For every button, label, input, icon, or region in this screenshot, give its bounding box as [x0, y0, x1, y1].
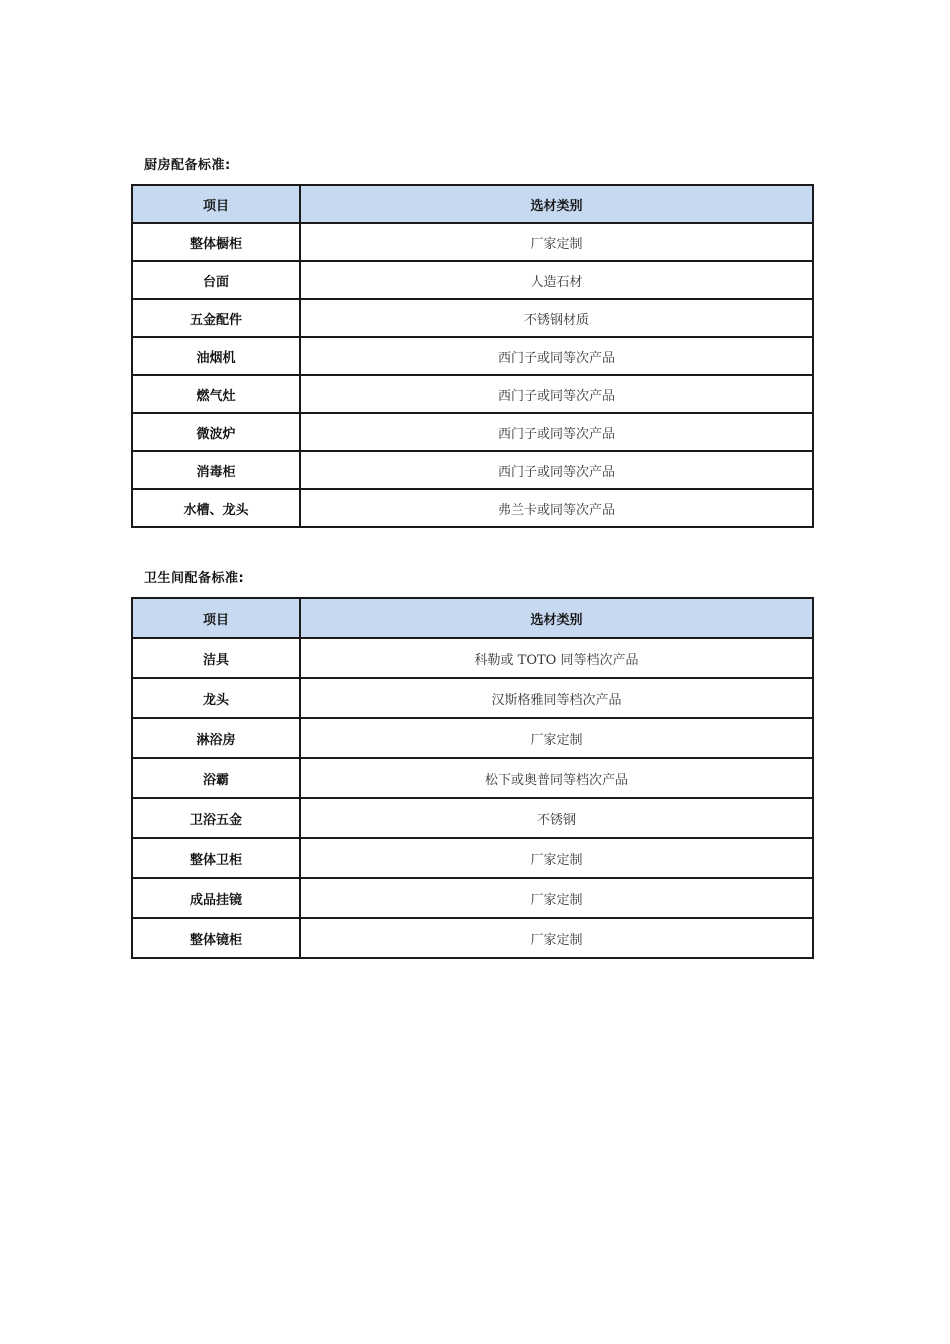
- item-cell: 水槽、龙头: [132, 489, 300, 527]
- item-cell: 油烟机: [132, 337, 300, 375]
- material-cell: 西门子或同等次产品: [300, 413, 813, 451]
- item-cell: 淋浴房: [132, 718, 300, 758]
- material-cell: 西门子或同等次产品: [300, 337, 813, 375]
- material-cell: 汉斯格雅同等档次产品: [300, 678, 813, 718]
- kitchen-spec-table: [131, 184, 814, 528]
- table-row: [132, 337, 813, 375]
- table-row: [132, 638, 813, 678]
- table-row: [132, 299, 813, 337]
- column-header-item: 项目: [132, 598, 300, 638]
- material-cell: 弗兰卡或同等次产品: [300, 489, 813, 527]
- bathroom-spec-table: [131, 597, 814, 959]
- table-row: [132, 918, 813, 958]
- material-cell: 人造石材: [300, 261, 813, 299]
- item-cell: 成品挂镜: [132, 878, 300, 918]
- item-cell: 整体卫柜: [132, 838, 300, 878]
- item-cell: 整体橱柜: [132, 223, 300, 261]
- material-cell: 厂家定制: [300, 223, 813, 261]
- material-cell: 西门子或同等次产品: [300, 451, 813, 489]
- item-cell: 消毒柜: [132, 451, 300, 489]
- table-row: [132, 798, 813, 838]
- column-header-item: 项目: [132, 185, 300, 223]
- material-cell: 厂家定制: [300, 918, 813, 958]
- item-cell: 浴霸: [132, 758, 300, 798]
- table-row: [132, 758, 813, 798]
- table-header-row: [132, 185, 813, 223]
- table-row: [132, 451, 813, 489]
- item-cell: 卫浴五金: [132, 798, 300, 838]
- item-cell: 整体镜柜: [132, 918, 300, 958]
- table-row: [132, 413, 813, 451]
- kitchen-section-title: 厨房配备标准:: [144, 158, 231, 173]
- item-cell: 微波炉: [132, 413, 300, 451]
- bathroom-section-title: 卫生间配备标准:: [144, 571, 245, 586]
- material-cell: 厂家定制: [300, 878, 813, 918]
- material-cell: 不锈钢材质: [300, 299, 813, 337]
- table-header-row: [132, 598, 813, 638]
- material-cell: 科勒或 TOTO 同等档次产品: [300, 638, 813, 678]
- item-cell: 台面: [132, 261, 300, 299]
- column-header-material: 选材类别: [300, 598, 813, 638]
- table-row: [132, 678, 813, 718]
- table-row: [132, 261, 813, 299]
- table-row: [132, 878, 813, 918]
- item-cell: 龙头: [132, 678, 300, 718]
- table-row: [132, 838, 813, 878]
- material-cell: 厂家定制: [300, 718, 813, 758]
- table-row: [132, 375, 813, 413]
- item-cell: 五金配件: [132, 299, 300, 337]
- table-row: [132, 489, 813, 527]
- item-cell: 洁具: [132, 638, 300, 678]
- table-row: [132, 718, 813, 758]
- material-cell: 厂家定制: [300, 838, 813, 878]
- column-header-material: 选材类别: [300, 185, 813, 223]
- material-cell: 松下或奥普同等档次产品: [300, 758, 813, 798]
- table-row: [132, 223, 813, 261]
- item-cell: 燃气灶: [132, 375, 300, 413]
- material-cell: 不锈钢: [300, 798, 813, 838]
- material-cell: 西门子或同等次产品: [300, 375, 813, 413]
